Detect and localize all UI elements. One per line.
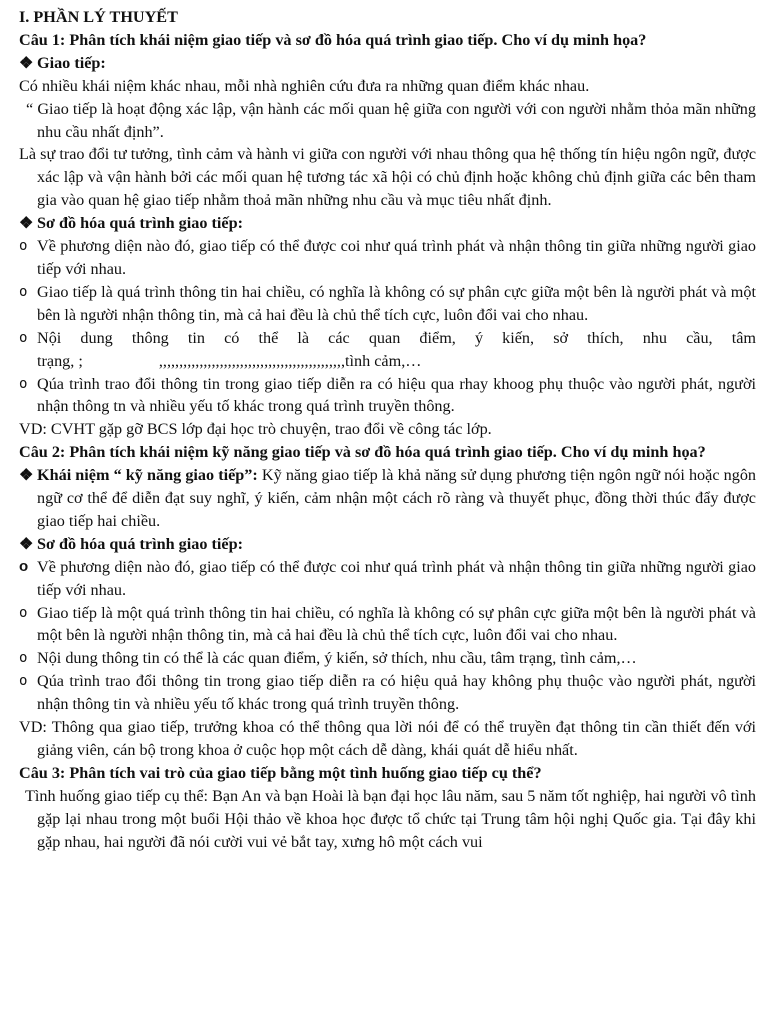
q1-bullet-4-text: Qúa trình trao đổi thông tin trong giao tiếp diễn ra có hiệu qua rhay khoog phụ thuộc vào người phát, người nhận thông tn và nhiều yếu tố khác trong quá trình truyền thông. [37, 374, 756, 416]
diamond-bullet-icon: ❖ [19, 534, 34, 553]
q1-bullet-1 [19, 235, 756, 281]
q3-text: Tình huống giao tiếp cụ thể: Bạn An và bạn Hoài là bạn đại học lâu năm, sau 5 năm tốt nghiệp, hai người vô tình gặp lại nhau trong một buổi Hội thảo về khoa học được tổ chức tại Trung tâm hội nghị Quốc gia. Tại đây khi gặp nhau, hai người đã nói cười vui vẻ bắt tay, xưng hô một cách vui [25, 786, 756, 851]
q2-diagram-heading [19, 533, 756, 556]
hollow-bullet-icon: o [19, 238, 28, 255]
q2-concept [19, 464, 756, 533]
q1-diagram-heading [19, 212, 756, 235]
question-2-heading: Câu 2: Phân tích khái niệm kỹ năng giao tiếp và sơ đồ hóa quá trình giao tiếp. Cho ví dụ minh họa? [19, 443, 706, 462]
q1-bullet-1-text: Về phương diện nào đó, giao tiếp có thể được coi như quá trình phát và nhận thông tin giữa những người giao tiếp với nhau. [37, 237, 756, 278]
q2-bullet-3-text: Nội dung thông tin có thể là các quan điểm, ý kiến, sở thích, nhu cầu, tâm trạng, tình cảm,… [37, 649, 637, 668]
q2-diagram-heading-text: Sơ đồ hóa quá trình giao tiếp: [37, 534, 243, 553]
diamond-bullet-icon: ❖ [19, 466, 34, 485]
diamond-bullet-icon: ❖ [19, 214, 34, 233]
q2-bullet-3 [19, 647, 756, 670]
hollow-bullet-icon: o [19, 329, 28, 346]
hollow-bullet-icon: o [19, 283, 28, 300]
q1-concept-heading [19, 52, 756, 75]
q2-bullet-1 [19, 556, 756, 602]
question-3-heading: Câu 3: Phân tích vai trò của giao tiếp bằng một tình huống giao tiếp cụ thể? [19, 763, 542, 782]
q1-concept-heading-text: Giao tiếp: [37, 53, 106, 72]
q1-bullet-3-text: Nội dung thông tin có thể là các quan điểm, ý kiến, sở thích, nhu cầu, tâm [37, 328, 756, 347]
q2-bullet-2 [19, 602, 756, 648]
q2-bullet-1-text: Về phương diện nào đó, giao tiếp có thể được coi như quá trình phát và nhận thông tin giữa những người giao tiếp với nhau. [37, 557, 756, 599]
q1-paragraph-1: Có nhiều khái niệm khác nhau, mỗi nhà nghiên cứu đưa ra những quan điểm khác nhau. [19, 76, 590, 95]
q1-bullet-2 [19, 281, 756, 327]
q2-bullet-2-text: Giao tiếp là một quá trình thông tin hai chiều, có nghĩa là không có sự phân cực giữa một bên là người phát và một bên là người nhận thông tin, mà cả hai đều là chủ thể tích cực, luôn đổi vai cho nhau. [37, 603, 756, 645]
diamond-bullet-icon: ❖ [19, 53, 34, 72]
hollow-bullet-icon: o [19, 673, 28, 690]
q1-bullet-4 [19, 373, 756, 419]
q2-example: VD: Thông qua giao tiếp, trưởng khoa có thể thông qua lời nói để có thể truyền đạt thông tin cần thiết đến với giảng viên, cán bộ trong khoa ở cuộc họp một cách dễ dàng, khái quát dễ hiểu nhất. [19, 718, 756, 759]
question-1-heading: Câu 1: Phân tích khái niệm giao tiếp và sơ đồ hóa quá trình giao tiếp. Cho ví dụ minh họa? [19, 30, 647, 49]
q1-example: VD: CVHT gặp gỡ BCS lớp đại học trò chuyện, trao đổi về công tác lớp. [19, 420, 492, 439]
q2-bullet-4-text: Qúa trình trao đổi thông tin trong giao tiếp diễn ra có hiệu quả hay không phụ thuộc vào người phát, người nhận thông tin và nhiều yếu tố khác trong quá trình truyền thông. [37, 672, 756, 714]
bold-bullet-icon: o [19, 557, 29, 575]
q1-bullet-3-line2b: ,,,,,,,,,,,,,,,,,,,,,,,,,,,,,,,,,,,,,,,,,,,,,,tình cảm,… [158, 351, 422, 370]
hollow-bullet-icon: o [19, 650, 28, 667]
q1-bullet-3 [19, 327, 756, 373]
section-title: I. PHẦN LÝ THUYẾT [19, 8, 178, 26]
q2-bullet-4 [19, 670, 756, 716]
hollow-bullet-icon: o [19, 604, 28, 621]
q1-bullet-2-text: Giao tiếp là quá trình thông tin hai chiều, có nghĩa là không có sự phân cực giữa một bên là người phát và một bên là người nhận thông tin, mà cả hai đều là chủ thể tích cực, luôn đổi vai cho nhau. [37, 282, 756, 324]
q2-concept-label: Khái niệm “ kỹ năng giao tiếp”: [37, 466, 258, 485]
q1-paragraph-3: Là sự trao đổi tư tưởng, tình cảm và hành vi giữa con người với nhau thông qua hệ thống tín hiệu ngôn ngữ, được xác lập và vận hành bởi các mối quan hệ tương tác xã hội có chủ định hoặc không chủ định giữa các bên tham gia vào quan hệ giao tiếp nhằm thoả mãn những nhu cầu và mục tiêu nhất định. [19, 145, 756, 210]
q2-concept-text: Kỹ năng giao tiếp là khả năng sử dụng phương tiện ngôn ngữ nói hoặc ngôn ngữ cơ thể để diễn đạt suy nghĩ, ý kiến, cảm nhận một cách rõ ràng và thuyết phục, đồng thời thúc đẩy được giao tiếp hai chiều. [37, 466, 757, 530]
q1-paragraph-2: “ Giao tiếp là hoạt động xác lập, vận hành các mối quan hệ giữa con người với con người nhằm thỏa mãn những nhu cầu nhất định”. [26, 99, 756, 141]
q1-diagram-heading-text: Sơ đồ hóa quá trình giao tiếp: [37, 214, 243, 233]
q1-bullet-3-line2a: trạng, ; [37, 351, 83, 370]
hollow-bullet-icon: o [19, 375, 28, 392]
